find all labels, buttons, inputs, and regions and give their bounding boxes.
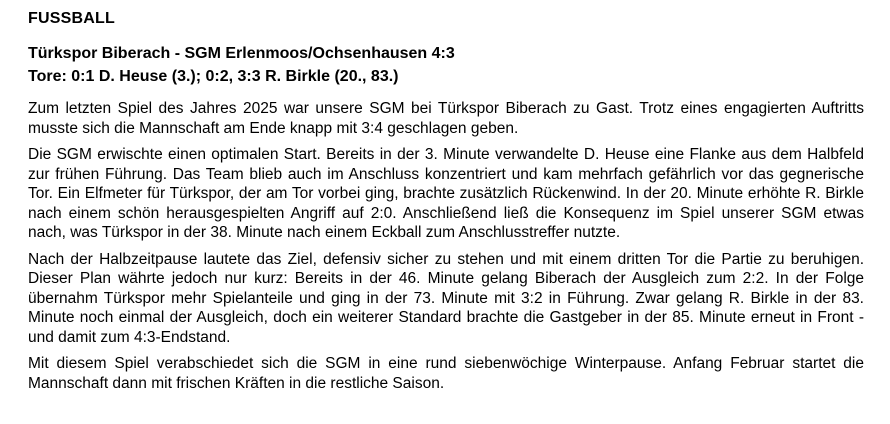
article-body <box>28 99 864 393</box>
scorers-line: Tore: 0:1 D. Heuse (3.); 0:2, 3:3 R. Birkle (20., 83.) <box>28 68 399 85</box>
match-headline: Türkspor Biberach - SGM Erlenmoos/Ochsenhausen 4:3 <box>28 45 455 62</box>
paragraph-second-half: Nach der Halbzeitpause lautete das Ziel, defensiv sicher zu stehen und mit einem dritten Tor die Partie zu beruhigen. Dieser Plan währte jedoch nur kurz: Bereits in der 46. Minute gelang Biberach der Ausgleich zum 2:2. In der Folge übernahm Türkspor mehr Spielanteile und ging in der 73. Minute mit 3:2 in Führung. Zwar gelang R. Birkle in der 83. Minute noch einmal der Ausgleich, doch ein weiterer Standard brachte die Gastgeber in der 85. Minute erneut in Front - und damit zum 4:3-Endstand. <box>28 250 864 346</box>
paragraph-outlook: Mit diesem Spiel verabschiedet sich die SGM in eine rund siebenwöchige Winterpause. Anfang Februar startet die Mannschaft dann mit frischen Kräften in die restliche Saison. <box>28 355 864 392</box>
paragraph-intro: Zum letzten Spiel des Jahres 2025 war unsere SGM bei Türkspor Biberach zu Gast. Trotz eines engagierten Auftritts musste sich die Mannschaft am Ende knapp mit 3:4 geschlagen geben. <box>28 100 864 137</box>
paragraph-first-half: Die SGM erwischte einen optimalen Start. Bereits in der 3. Minute verwandelte D. Heuse eine Flanke aus dem Halbfeld zur frühen Führung. Das Team blieb auch im Anschluss konzentriert und kam mehrfach gefährlich vor das gegnerische Tor. Ein Elfmeter für Türkspor, der am Tor vorbei ging, brachte zusätzlich Rückenwind. In der 20. Minute erhöhte R. Birkle nach einem schön herausgespielten Angriff auf 2:0. Anschließend ließ die Konsequenz im Spiel unserer SGM etwas nach, was Türkspor in der 38. Minute nach einem Eckball zum Anschlusstreffer nutzte. <box>28 146 864 241</box>
section-label: FUSSBALL <box>28 10 115 27</box>
